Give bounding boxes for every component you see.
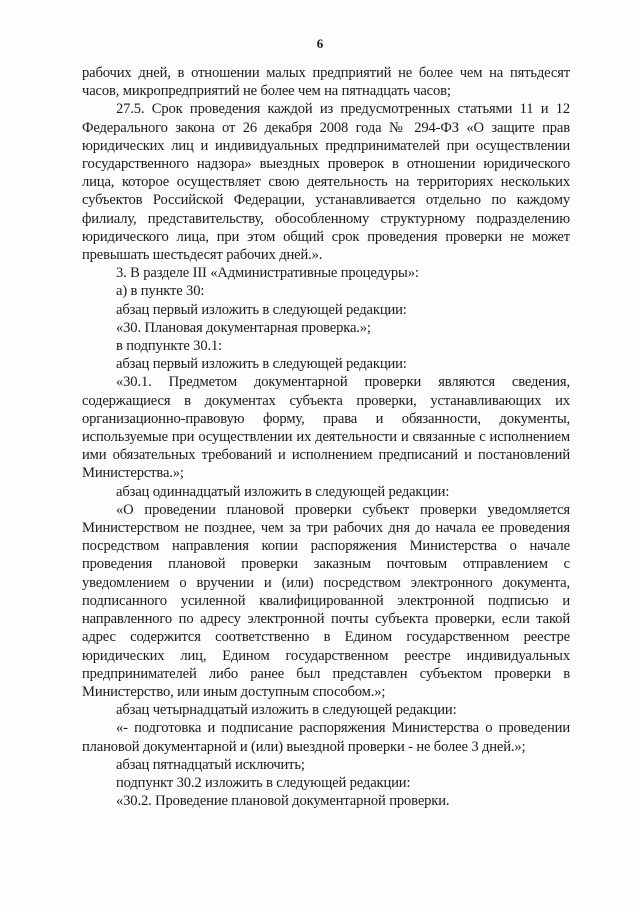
document-paragraph: абзац первый изложить в следующей редакции: xyxy=(116,356,407,373)
document-paragraph: подпункт 30.2 изложить в следующей редакции: xyxy=(116,774,411,791)
document-paragraph: абзац одиннадцатый изложить в следующей редакции: xyxy=(116,483,450,500)
document-paragraph: абзац четырнадцатый изложить в следующей редакции: xyxy=(116,702,457,719)
document-paragraph: 3. В разделе III «Административные процедуры»: xyxy=(116,265,419,282)
document-paragraph: «30.2. Проведение плановой документарной проверки. xyxy=(116,793,450,810)
page-number: 6 xyxy=(316,36,324,51)
document-paragraph: «- подготовка и подписание распоряжения Министерства о проведении плановой документарной и (или) выездной проверки - не более 3 дней.»; xyxy=(82,720,570,755)
document-paragraph: в подпункте 30.1: xyxy=(116,338,223,355)
document-paragraph: «30. Плановая документарная проверка.»; xyxy=(116,319,371,336)
document-body xyxy=(82,64,570,810)
document-paragraph: абзац первый изложить в следующей редакции: xyxy=(116,301,407,318)
document-paragraph: 27.5. Срок проведения каждой из предусмотренных статьями 11 и 12 Федерального закона от 26 декабря 2008 года № 294-ФЗ «О защите прав юридических лиц и индивидуальных предпринимателей при осуществлении государственного надзора» выездных проверок в отношении юридического лица, которое осуществляет свою деятельность на территориях нескольких субъектов Российской Федерации, устанавливается отдельно по каждому филиалу, представительству, обособленному структурному подразделению юридического лица, при этом общий срок проведения проверки не может превышать шестьдесят рабочих дней.». xyxy=(82,101,570,264)
document-paragraph: рабочих дней, в отношении малых предприятий не более чем на пятьдесят часов, микропредприятий не более чем на пятнадцать часов; xyxy=(82,65,570,100)
document-paragraph: абзац пятнадцатый исключить; xyxy=(116,756,305,773)
document-paragraph: «30.1. Предметом документарной проверки являются сведения, содержащиеся в документах субъекта проверки, устанавливающих их организационно-правовую форму, права и обязанности, документы, используемые при осуществлении их деятельности и связанные с исполнением ими обязательных требований и исполнением предписаний и постановлений Министерства.»; xyxy=(82,374,570,482)
document-paragraph: а) в пункте 30: xyxy=(116,283,205,300)
document-paragraph: «О проведении плановой проверки субъект проверки уведомляется Министерством не позднее, чем за три рабочих дня до начала ее проведения посредством направления копии распоряжения Министерства о начале проведения плановой проверки заказным почтовым отправлением с уведомлением о вручении и (или) посредством электронного документа, подписанного усиленной квалифицированной электронной подписью и направленного по адресу электронной почты субъекта проверки, если такой адрес содержится соответственно в Едином государственном реестре юридических лиц, Едином государственном реестре индивидуальных предпринимателей либо ранее был представлен субъектом проверки в Министерство, или иным доступным способом.»; xyxy=(82,501,570,700)
